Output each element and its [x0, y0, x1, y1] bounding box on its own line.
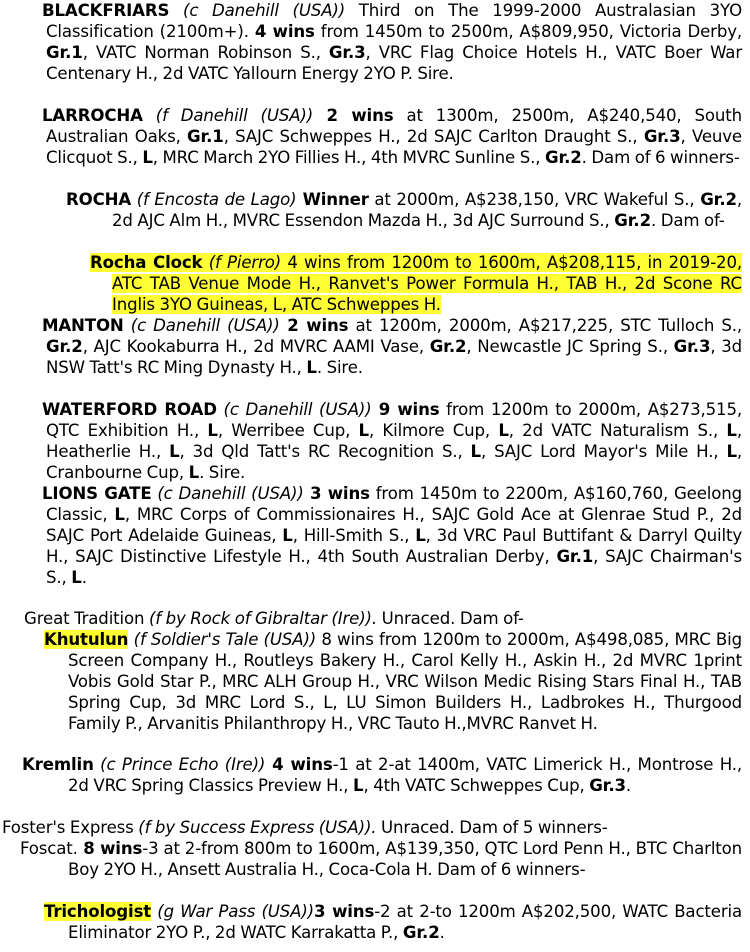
- race-grade: Gr.3: [673, 337, 711, 356]
- entry-lions-gate: [0, 483, 742, 588]
- horse-parentage: (c Danehill (USA)): [123, 316, 280, 335]
- horse-name: Rocha Clock: [90, 253, 203, 272]
- entry-text: , MRC Corps of Commissionaires H., SAJC Gold Ace at Glenrae Stud P., 2d SAJC Port Adelaide Guineas,: [46, 505, 742, 545]
- horse-name: ROCHA: [66, 190, 132, 209]
- listed-race: L: [188, 463, 200, 482]
- entry-text: , MRC March 2YO Fillies H., 4th MVRC Sunline S.,: [152, 148, 545, 167]
- entry-text: , Werribee Cup,: [217, 421, 359, 440]
- race-grade: Gr.1: [556, 547, 594, 566]
- highlighted-entry: [90, 253, 742, 314]
- wins-count: 8 wins: [77, 839, 143, 858]
- entry-text: , 2d VATC Naturalism S.,: [508, 421, 727, 440]
- horse-parentage: (c Danehill (USA)): [151, 484, 304, 503]
- listed-race: L: [142, 148, 153, 167]
- listed-race: L: [71, 568, 82, 587]
- listed-race: L: [169, 442, 180, 461]
- entry-text: at 2000m, A$238,150, VRC Wakeful S.,: [368, 190, 701, 209]
- entry-text: Third on The 1999-2000 Australasian 3YO Classification (2100m+).: [46, 1, 743, 41]
- horse-name: WATERFORD ROAD: [42, 400, 217, 419]
- entry-text: , Cranbourne Cup,: [46, 442, 743, 482]
- listed-race: L: [726, 421, 737, 440]
- horse-name: Foscat.: [20, 839, 78, 858]
- listed-race: L: [358, 421, 369, 440]
- race-grade: Gr.3: [589, 776, 626, 795]
- entry-text: .: [81, 568, 87, 587]
- entry-text: -2 at 2-to 1200m A$202,500, WATC Bacteria Eliminator 2YO P., 2d WATC Karrakatta P.,: [68, 902, 742, 942]
- race-grade: Gr.3: [328, 43, 366, 62]
- entry-kremlin: [0, 754, 742, 796]
- wins-count: 2 wins: [279, 316, 349, 335]
- listed-race: L: [306, 358, 317, 377]
- horse-parentage: (c Danehill (USA)): [169, 1, 346, 20]
- entry-text: , 3d Qld Tatt's RC Recognition S.,: [179, 442, 471, 461]
- race-grade: Gr.3: [643, 127, 681, 146]
- listed-race: L: [415, 526, 426, 545]
- race-grade: Gr.2: [402, 923, 440, 942]
- entry-text: . Sire.: [316, 358, 363, 377]
- race-grade: Gr.2: [429, 337, 467, 356]
- race-grade: Gr.1: [46, 43, 83, 62]
- entry-text: Unraced. Dam of 5 winners-: [376, 818, 608, 837]
- entry-text: 8 wins from 1200m to 2000m, A$498,085, MRC Big Screen Company H., Routleys Bakery H., Carol Kelly H., Askin H., 2d MVRC 1print Vobis Gold Star P., MRC ALH Group H., VRC Wilson Medic Rising Stars Final H., TAB Spring Cup, 3d MRC Lord S., L, LU Simon Builders H., Ladbrokes H., Thurgood Family P., Arvanitis Philanthropy H., VRC Tauto H.,MVRC Ranvet H.: [68, 630, 742, 733]
- horse-name: Trichologist: [44, 902, 152, 921]
- entry-text: , Veuve Clicquot S.,: [46, 127, 742, 167]
- entry-trichologist: [0, 901, 742, 943]
- horse-name: BLACKFRIARS: [42, 1, 170, 20]
- race-grade: Gr.2: [614, 211, 651, 230]
- entry-text: . Sire.: [199, 463, 246, 482]
- race-grade: Gr.1: [187, 127, 224, 146]
- entry-text: from 1450m to 2500m, A$809,950, Victoria Derby,: [314, 22, 742, 41]
- race-grade: Gr.2: [46, 337, 83, 356]
- entry-text: -3 at 2-from 800m to 1600m, A$139,350, QTC Lord Penn H., BTC Charlton Boy 2YO H., Ansett Australia H., Coca-Cola H. Dam of 6 winners-: [68, 839, 743, 879]
- entry-text: .: [439, 923, 445, 942]
- entry-text: , SAJC Lord Mayor's Mile H.,: [480, 442, 727, 461]
- horse-parentage: (c Danehill (USA)): [216, 400, 372, 419]
- entry-text: from 1450m to 2200m, A$160,760, Geelong Classic,: [46, 484, 742, 524]
- horse-parentage: (g War Pass (USA)): [151, 902, 314, 921]
- entry-text: , 3d NSW Tatt's RC Ming Dynasty H.,: [46, 337, 742, 377]
- wins-count: Winner: [296, 190, 369, 209]
- entry-text: -1 at 2-at 1400m, VATC Limerick H., Montrose H., 2d VRC Spring Classics Preview H.,: [68, 755, 742, 795]
- entry-great-tradition: [0, 608, 742, 629]
- entry-text: 4 wins from 1200m to 1600m, A$208,115, in 2019-20, ATC TAB Venue Mode H., Ranvet's Power Formula H., TAB H., 2d Scone RC Inglis 3YO Guineas, L, ATC Schweppes H.: [112, 253, 742, 314]
- horse-parentage: (f by Rock of Gibraltar (Ire)).: [144, 609, 377, 628]
- listed-race: L: [353, 776, 364, 795]
- horse-parentage: (f Pierro): [202, 253, 282, 272]
- entry-text: .: [625, 776, 632, 795]
- horse-parentage: (f Encosta de Lago): [131, 190, 297, 209]
- entry-rocha: [0, 189, 742, 231]
- horse-name: LIONS GATE: [42, 484, 152, 503]
- wins-count: 3 wins: [314, 902, 375, 921]
- wins-count: 2 wins: [313, 106, 394, 125]
- entry-text: , VRC Flag Choice Hotels H., VATC Boer War Centenary H., 2d VATC Yallourn Energy 2YO P. Sire.: [46, 43, 742, 83]
- listed-race: L: [470, 442, 481, 461]
- entry-text: , AJC Kookaburra H., 2d MVRC AAMI Vase,: [82, 337, 430, 356]
- horse-name: Foster's Express: [2, 818, 134, 837]
- listed-race: L: [726, 442, 737, 461]
- race-grade: Gr.2: [544, 148, 582, 167]
- wins-count: 4 wins: [254, 22, 315, 41]
- horse-name: Khutulun: [44, 630, 129, 649]
- entry-fosters-express: [0, 817, 742, 838]
- entry-foscat: [0, 838, 742, 880]
- entry-text: , 3d VRC Paul Buttifant & Darryl Quilty H., SAJC Distinctive Lifestyle H., 4th South Australian Derby,: [46, 526, 742, 566]
- horse-name: Great Tradition: [24, 609, 145, 628]
- horse-parentage: (f Soldier's Tale (USA)): [128, 630, 317, 649]
- entry-text: , Kilmore Cup,: [368, 421, 499, 440]
- entry-manton: [0, 315, 742, 378]
- entry-text: Unraced. Dam of-: [377, 609, 524, 628]
- entry-text: , Newcastle JC Spring S.,: [466, 337, 674, 356]
- entry-text: , 2d AJC Alm H., MVRC Essendon Mazda H., 3d AJC Surround S.,: [112, 190, 742, 230]
- listed-race: L: [114, 505, 125, 524]
- horse-parentage: (f by Success Express (USA)).: [133, 818, 377, 837]
- entry-text: at 1300m, 2500m, A$240,540, South Australian Oaks,: [46, 106, 742, 146]
- entry-waterford-road: [0, 399, 742, 483]
- entry-text: at 1200m, 2000m, A$217,225, STC Tulloch S.,: [348, 316, 742, 335]
- entry-khutulun: [0, 629, 742, 734]
- listed-race: L: [207, 421, 218, 440]
- entry-text: from 1200m to 2000m, A$273,515, QTC Exhibition H.,: [46, 400, 742, 440]
- wins-count: 9 wins: [371, 400, 440, 419]
- entry-text: , VATC Norman Robinson S.,: [82, 43, 329, 62]
- entry-text: , Hill-Smith S.,: [292, 526, 416, 545]
- entry-text: . Dam of-: [650, 211, 725, 230]
- listed-race: L: [498, 421, 509, 440]
- horse-parentage: (c Prince Echo (Ire)): [93, 755, 266, 774]
- race-grade: Gr.2: [700, 190, 737, 209]
- entry-text: , 4th VATC Schweppes Cup,: [363, 776, 590, 795]
- horse-name: MANTON: [42, 316, 124, 335]
- horse-name: Kremlin: [22, 755, 94, 774]
- wins-count: 3 wins: [303, 484, 370, 503]
- entry-text: , SAJC Chairman's S.,: [46, 547, 742, 587]
- entry-text: , Heatherlie H.,: [46, 421, 742, 461]
- entry-text: , SAJC Schweppes H., 2d SAJC Carlton Draught S.,: [223, 127, 644, 146]
- entry-text: . Dam of 6 winners-: [581, 148, 740, 167]
- listed-race: L: [282, 526, 293, 545]
- entry-rocha-clock: [0, 252, 742, 315]
- horse-parentage: (f Danehill (USA)): [142, 106, 314, 125]
- horse-name: LARROCHA: [42, 106, 143, 125]
- entry-larrocha: [0, 105, 742, 168]
- entry-blackfriars: [0, 0, 742, 84]
- wins-count: 4 wins: [265, 755, 333, 774]
